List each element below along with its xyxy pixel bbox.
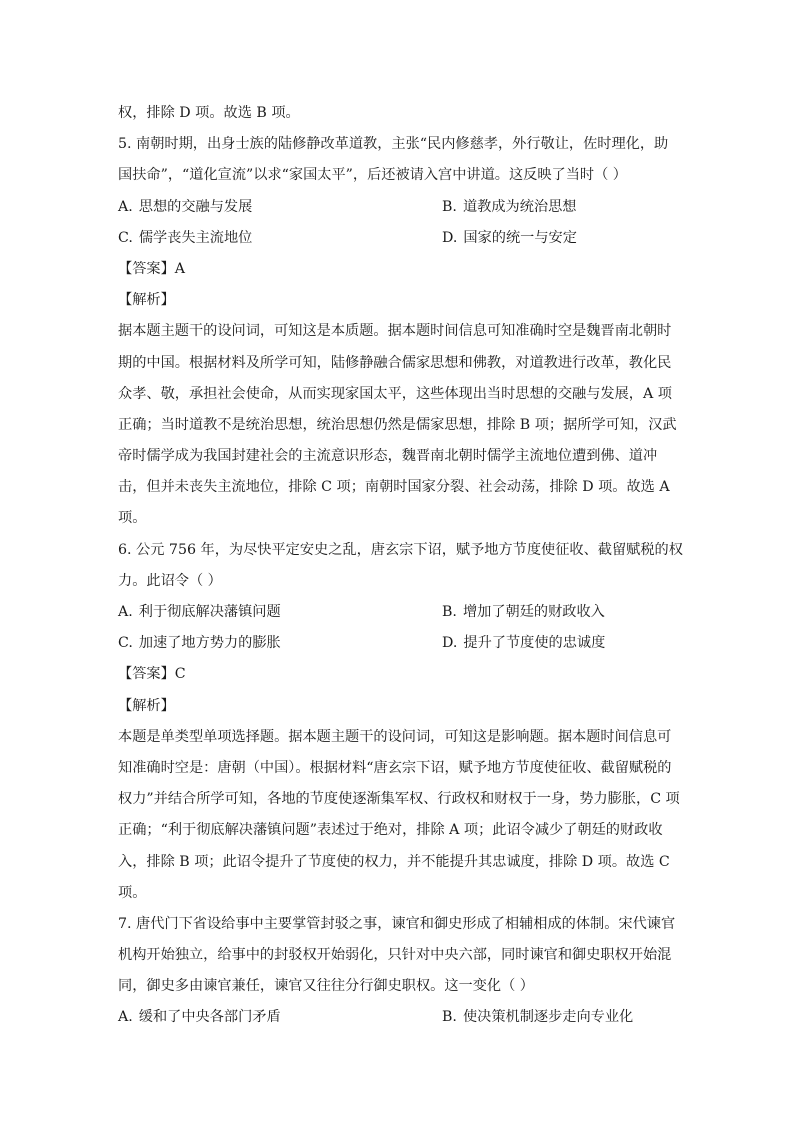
- options-row: [118, 628, 678, 659]
- option-a: [118, 192, 442, 223]
- analysis-line: 权力”并结合所学可知，各地的节度使逐渐集军权、行政权和财权于一身，势力膨胀，C 项: [118, 791, 680, 808]
- analysis-line: 入，排除 B 项；此诏令提升了节度使的权力，并不能提升其忠诚度，排除 D 项。故选 C: [118, 853, 670, 870]
- option-c: [118, 628, 442, 659]
- option-letter: D.: [442, 229, 458, 246]
- question-5: [118, 129, 678, 534]
- option-letter: B.: [442, 1009, 457, 1026]
- options-row: [118, 597, 678, 628]
- option-text: 使决策机制逐步走向专业化: [462, 1009, 634, 1026]
- option-letter: A.: [118, 198, 133, 215]
- question-stem-line: 7. 唐代门下省设给事中主要掌管封驳之事，谏官和御史形成了相辅相成的体制。宋代谏官: [118, 915, 676, 932]
- option-letter: A.: [118, 604, 133, 620]
- question-stem-line: 国扶命”，“道化宣流”以求“家国太平”，后还被请入宫中讲道。这反映了当时（ ）: [118, 167, 627, 184]
- option-c: [118, 223, 442, 254]
- analysis-line: 众孝、敬，承担社会使命，从而实现家国太平，这些体现出当时思想的交融与发展，A 项: [118, 385, 672, 402]
- answer-line: 【答案】C: [118, 666, 186, 683]
- options-row: [118, 1002, 678, 1033]
- option-letter: C.: [118, 635, 133, 652]
- option-d: [442, 223, 678, 254]
- option-b: [442, 597, 678, 628]
- analysis-line: 正确；“利于彻底解决藩镇问题”表述过于绝对，排除 A 项；此诏令减少了朝廷的财政收: [118, 822, 663, 839]
- option-text: 缓和了中央各部门矛盾: [138, 1009, 281, 1026]
- analysis-line: 本题是单类型单项选择题。据本题主题干的设问词，可知这是影响题。据本题时间信息可: [118, 728, 672, 745]
- analysis-line: 帝时儒学成为我国封建社会的主流意识形态，魏晋南北朝时儒学主流地位遭到佛、道冲: [118, 448, 658, 465]
- options-row: [118, 192, 678, 223]
- option-letter: C.: [118, 229, 133, 246]
- option-text: 利于彻底解决藩镇问题: [138, 604, 281, 620]
- analysis-heading: 【解析】: [118, 697, 175, 714]
- analysis-line: 正确；当时道教不是统治思想，统治思想仍然是儒家思想，排除 B 项；据所学可知，汉武: [118, 416, 677, 433]
- analysis-line: 项。: [118, 510, 147, 527]
- option-text: 道教成为统治思想: [462, 198, 577, 215]
- question-6: [118, 535, 683, 909]
- option-text: 加速了地方势力的膨胀: [138, 635, 281, 652]
- question-stem-line: 机构开始独立，给事中的封驳权开始弱化，只针对中央六部，同时谏官和御史职权开始混: [118, 947, 672, 964]
- question-stem-line: 5. 南朝时期，出身士族的陆修静改革道教，主张“民内修慈孝，外行敬让，佐时理化，助: [118, 136, 669, 153]
- analysis-line: 据本题主题干的设问词，可知这是本质题。据本题时间信息可知准确时空是魏晋南北朝时: [118, 323, 672, 340]
- option-text: 提升了节度使的忠诚度: [463, 635, 606, 652]
- text-line: 权，排除 D 项。故选 B 项。: [118, 105, 300, 121]
- option-a: [118, 597, 442, 628]
- option-d: [442, 628, 678, 659]
- analysis-line: 期的中国。根据材料及所学可知，陆修静融合儒家思想和佛教，对道教进行改革，教化民: [118, 354, 672, 371]
- analysis-heading: 【解析】: [118, 292, 175, 309]
- option-text: 思想的交融与发展: [138, 198, 253, 215]
- option-b: [442, 1002, 678, 1033]
- answer-line: 【答案】A: [118, 260, 185, 277]
- option-text: 增加了朝廷的财政收入: [462, 604, 605, 620]
- option-text: 国家的统一与安定: [463, 229, 577, 246]
- options-row: [118, 223, 678, 254]
- question-stem-line: 同，御史多由谏官兼任，谏官又往往分行御史职权。这一变化（ ）: [118, 978, 534, 995]
- option-letter: D.: [442, 635, 458, 652]
- analysis-line: 项。: [118, 884, 147, 901]
- analysis-line: 知准确时空是：唐朝（中国）。根据材料“唐玄宗下诏，赋予地方节度使征收、截留赋税的: [118, 759, 672, 776]
- option-letter: A.: [118, 1009, 133, 1026]
- document-page: [118, 98, 683, 1034]
- option-a: [118, 1002, 442, 1033]
- option-letter: B.: [442, 198, 457, 215]
- question-7: [118, 909, 678, 1034]
- option-letter: B.: [442, 604, 457, 620]
- analysis-line: 击，但并未丧失主流地位，排除 C 项；南朝时国家分裂、社会动荡，排除 D 项。故选 A: [118, 479, 670, 496]
- question-stem-line: 6. 公元 756 年，为尽快平定安史之乱，唐玄宗下诏，赋予地方节度使征收、截留赋税的权: [118, 541, 683, 558]
- option-b: [442, 192, 678, 223]
- option-text: 儒学丧失主流地位: [138, 229, 253, 246]
- question-stem-line: 力。此诏令（ ）: [118, 572, 222, 589]
